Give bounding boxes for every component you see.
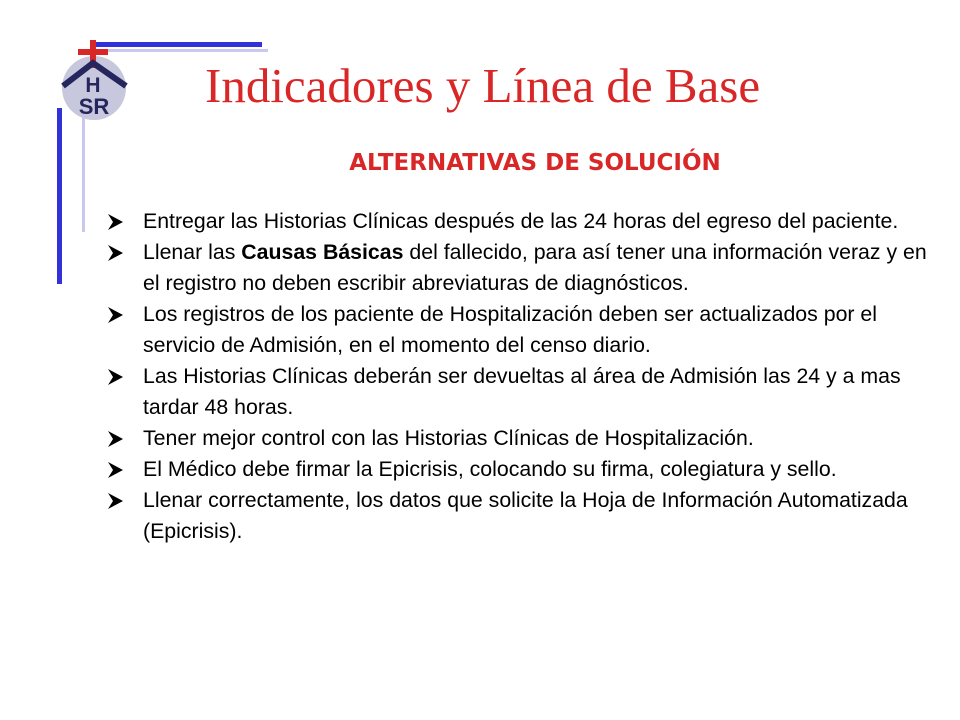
bullet-text: Los registros de los paciente de Hospitalización deben ser actualizados por el servicio de Admisión, en el momento del censo diario. [143, 302, 877, 357]
logo-letter-h: H [85, 74, 101, 97]
bullet-text: Las Historias Clínicas deberán ser devueltas al área de Admisión las 24 y a mas tardar 48 horas. [143, 364, 901, 419]
bullet-text: Tener mejor control con las Historias Clínicas de Hospitalización. [143, 426, 754, 450]
bullet-item [105, 361, 935, 423]
slide-title: Indicadores y Línea de Base [205, 58, 761, 113]
arrow-bullet-icon [107, 431, 124, 447]
bullet-text: del fallecido, para así tener una información veraz y en el registro no deben escribir abreviaturas de diagnósticos. [143, 240, 927, 295]
arrow-bullet-icon [107, 307, 124, 323]
bullet-item [105, 206, 935, 237]
bullet-item [105, 423, 935, 454]
bullet-item [105, 454, 935, 485]
solutions-list [105, 206, 935, 547]
frame-left-blue-line [57, 108, 62, 284]
bullet-text: El Médico debe firmar la Epicrisis, colocando su firma, colegiatura y sello. [143, 457, 837, 481]
bullet-item [105, 299, 935, 361]
hospital-logo [56, 40, 140, 124]
logo-cross-horizontal [78, 49, 108, 55]
arrow-bullet-icon [107, 245, 124, 261]
bullet-bold-text: Causas Básicas [241, 240, 404, 264]
slide-subtitle: ALTERNATIVAS DE SOLUCIÓN [349, 150, 721, 176]
bullet-text: Llenar correctamente, los datos que solicite la Hoja de Información Automatizada (Epicrisis). [143, 488, 908, 543]
arrow-bullet-icon [107, 214, 124, 230]
bullet-item [105, 237, 935, 299]
arrow-bullet-icon [107, 369, 124, 385]
bullet-text: Llenar las [143, 240, 242, 264]
arrow-bullet-icon [107, 493, 124, 509]
arrow-bullet-icon [107, 462, 124, 478]
bullet-text: Entregar las Historias Clínicas después de las 24 horas del egreso del paciente. [143, 209, 899, 233]
logo-letters-sr: SR [78, 94, 110, 119]
bullet-item [105, 485, 935, 547]
